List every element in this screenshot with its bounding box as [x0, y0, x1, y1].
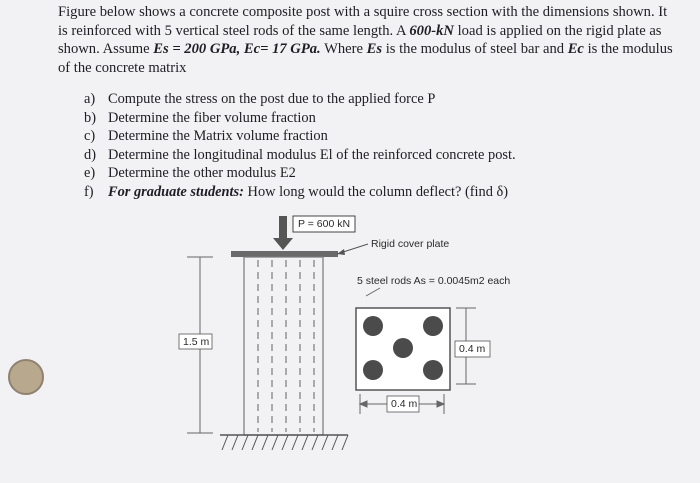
plate-label: Rigid cover plate [371, 238, 450, 250]
question-c: c) Determine the Matrix volume fraction [84, 128, 328, 145]
color-swatch-icon[interactable] [8, 359, 44, 395]
question-d: d) Determine the longitudinal modulus El of the reinforced concrete post. [84, 146, 516, 163]
side-label: 0.4 m [459, 343, 486, 355]
question-f: f) For graduate students: How long would the column deflect? (find δ) [84, 183, 509, 200]
load-label: P = 600 kN [298, 218, 351, 230]
load-arrow [273, 216, 293, 250]
height-label: 1.5 m [183, 336, 210, 348]
rigid-plate [231, 251, 338, 257]
problem-statement: Figure below shows a concrete composite post with a squire cross section with the dimensions shown. It is reinforced with 5 vertical steel rods of the same length. A 600-kN load is applied on the rigid plate as shown. Assume Es = 200 GPa, Ec= 17 GPa. Where Es is the modulus of steel bar and Ec is the modulus of the concrete matrix [58, 4, 673, 76]
width-label: 0.4 m [391, 398, 418, 410]
question-b: b) Determine the fiber volume fraction [84, 109, 316, 126]
ground-hatch [220, 435, 348, 450]
concrete-post [244, 257, 323, 435]
rods-label: 5 steel rods As = 0.0045m2 each [357, 275, 511, 287]
question-a: a) Compute the stress on the post due to the applied force P [84, 91, 436, 107]
steel-rods [258, 260, 314, 432]
question-e: e) Determine the other modulus E2 [84, 165, 296, 182]
